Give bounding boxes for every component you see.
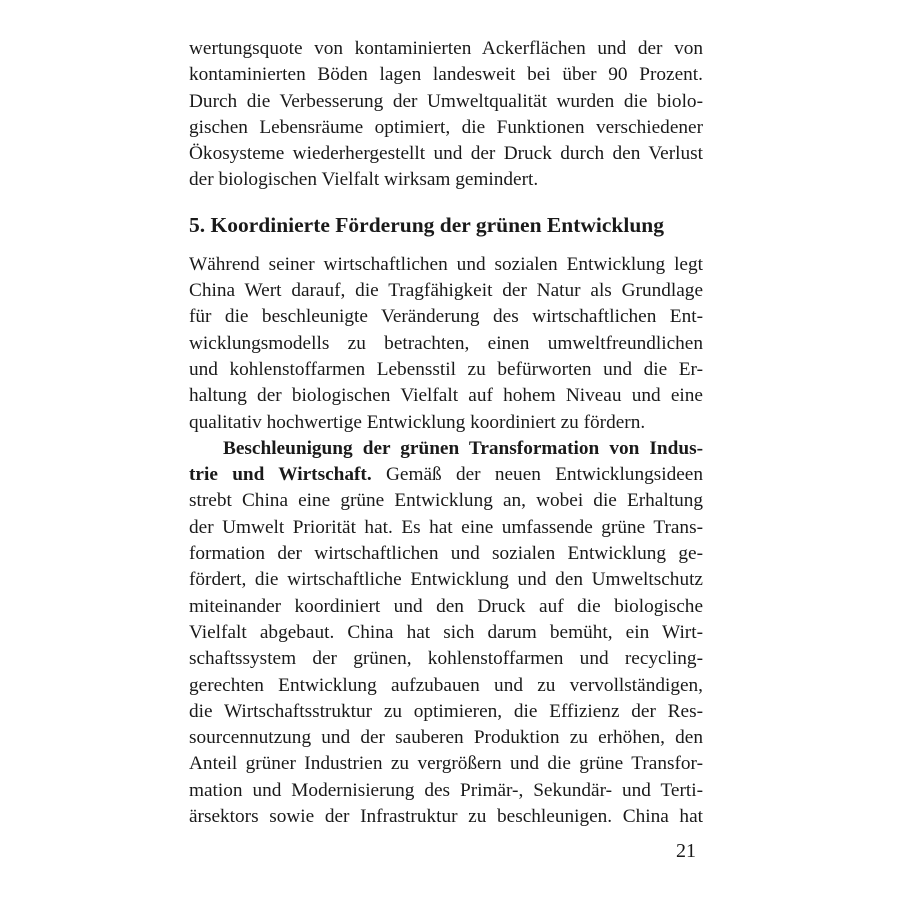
text-line: schaftssystem der grünen, kohlenstoffarmen und recycling- — [189, 648, 703, 670]
text-line: gischen Lebensräume optimiert, die Funktionen verschiedener — [189, 116, 703, 138]
text-line: und kohlenstoffarmen Lebensstil zu befürworten und die Er- — [189, 358, 703, 380]
text-line: miteinander koordiniert und den Druck auf die biologische — [189, 595, 703, 617]
text-line: der biologischen Vielfalt wirksam gemindert. — [189, 169, 539, 191]
text-line: wicklungsmodells zu betrachten, einen umweltfreundlichen — [189, 332, 703, 354]
text-line: gerechten Entwicklung aufzubauen und zu vervollständigen, — [189, 674, 703, 696]
text-line: für die beschleunigte Veränderung des wirtschaftlichen Ent- — [189, 306, 703, 328]
text-fragment: Gemäß der neuen Entwicklungsideen — [371, 464, 703, 486]
text-line: Anteil grüner Industrien zu vergrößern und die grüne Transfor- — [189, 753, 703, 775]
text-line: China Wert darauf, die Tragfähigkeit der Natur als Grundlage — [189, 280, 703, 302]
bold-lead-in-end: trie und Wirtschaft. — [189, 464, 372, 486]
paragraph-main — [189, 436, 703, 830]
text-line: sourcennutzung und der sauberen Produktion zu erhöhen, den — [189, 727, 703, 749]
text-line: kontaminierten Böden lagen landesweit bei über 90 Prozent. — [189, 64, 703, 86]
text-line: mation und Modernisierung des Primär-, Sekundär- und Terti- — [189, 779, 703, 801]
bold-lead-in: Beschleunigung der grünen Transformation von Indus- — [223, 437, 703, 459]
text-line: Während seiner wirtschaftlichen und sozialen Entwicklung legt — [189, 253, 703, 275]
text-line: qualitativ hochwertige Entwicklung koordiniert zu fördern. — [189, 411, 646, 433]
section-heading: 5. Koordinierte Förderung der grünen Entwicklung — [189, 212, 665, 237]
text-line: Vielfalt abgebaut. China hat sich darum bemüht, ein Wirt- — [189, 621, 703, 643]
paragraph-continued — [189, 36, 703, 194]
text-line: Durch die Verbesserung der Umweltqualität wurden die biolo- — [189, 90, 703, 112]
page-body — [189, 36, 703, 830]
text-line: formation der wirtschaftlichen und sozialen Entwicklung ge- — [189, 543, 703, 565]
text-line: wertungsquote von kontaminierten Ackerflächen und der von — [189, 38, 703, 59]
text-line: fördert, die wirtschaftliche Entwicklung und den Umweltschutz — [189, 569, 703, 591]
text-line: haltung der biologischen Vielfalt auf hohem Niveau und eine — [189, 385, 703, 407]
text-line: der Umwelt Priorität hat. Es hat eine umfassende grüne Trans- — [189, 516, 703, 538]
text-line: strebt China eine grüne Entwicklung an, wobei die Erhaltung — [189, 490, 703, 512]
text-line: die Wirtschaftsstruktur zu optimieren, die Effizienz der Res- — [189, 700, 703, 722]
text-line — [189, 462, 703, 488]
page-number: 21 — [676, 840, 696, 862]
text-line: ärsektors sowie der Infrastruktur zu beschleunigen. China hat — [189, 806, 703, 828]
paragraph-intro — [189, 252, 703, 436]
text-line: Ökosysteme wiederhergestellt und der Druck durch den Verlust — [189, 143, 703, 165]
